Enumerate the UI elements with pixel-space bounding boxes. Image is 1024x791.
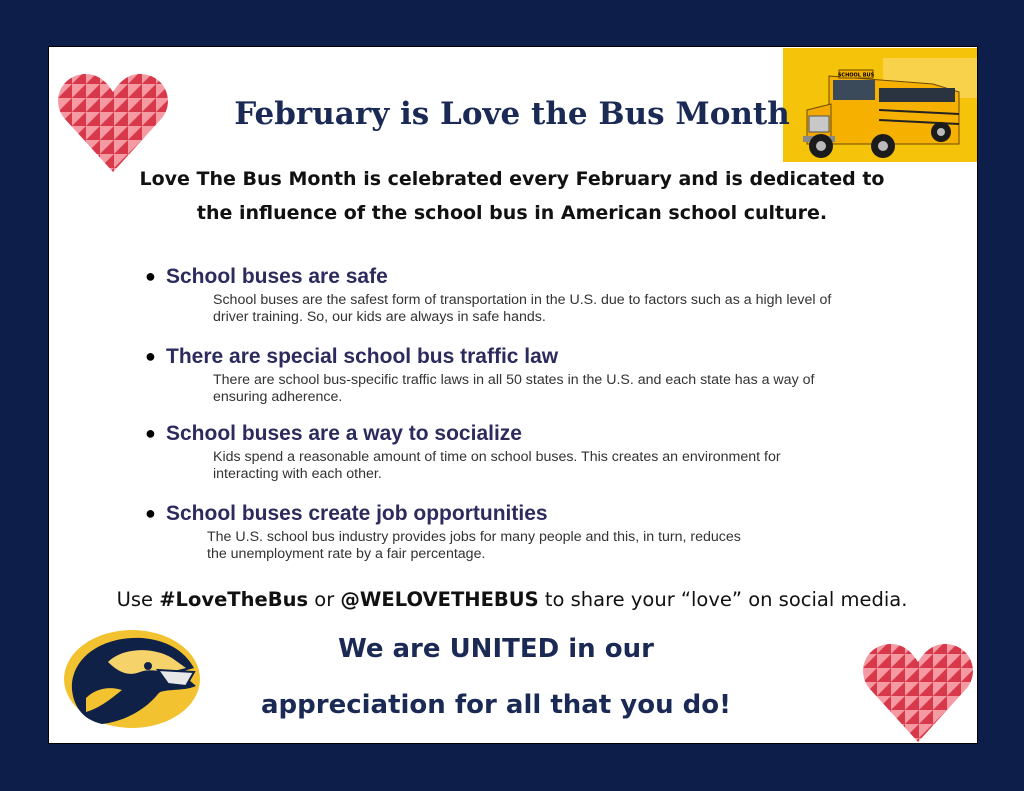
- list-item: [145, 344, 905, 406]
- item-heading: School buses are safe: [166, 265, 388, 288]
- share-text: or: [308, 588, 341, 611]
- item-description: [213, 372, 905, 406]
- item-heading: School buses create job opportunities: [166, 502, 548, 525]
- intro-text: [0, 162, 1024, 230]
- social-share-text: [0, 588, 1024, 611]
- list-item: [145, 421, 905, 483]
- share-text: Use: [116, 588, 160, 611]
- list-item: [145, 501, 905, 563]
- bus-sign: SCHOOL BUS: [837, 72, 875, 79]
- desc-line: the unemployment rate by a fair percentage.: [207, 546, 486, 562]
- item-description: [213, 292, 905, 326]
- item-description: [213, 449, 905, 483]
- closing-line: We are UNITED in our: [338, 634, 654, 664]
- list-item: [145, 264, 905, 326]
- desc-line: interacting with each other.: [213, 466, 382, 482]
- item-heading: School buses are a way to socialize: [166, 422, 522, 445]
- closing-line: appreciation for all that you do!: [261, 690, 731, 720]
- desc-line: Kids spend a reasonable amount of time on school buses. This creates an environment for: [213, 449, 781, 465]
- page-title: February is Love the Bus Month: [234, 96, 790, 132]
- item-description: [207, 529, 905, 563]
- desc-line: There are school bus-specific traffic laws in all 50 states in the U.S. and each state has a way of: [213, 372, 815, 388]
- intro-line: Love The Bus Month is celebrated every February and is dedicated to: [139, 168, 885, 190]
- social-handle: @WELOVETHEBUS: [340, 588, 539, 611]
- hashtag: #LoveTheBus: [159, 588, 309, 611]
- desc-line: ensuring adherence.: [213, 389, 343, 405]
- bullet-icon: ●: [145, 345, 156, 366]
- intro-line: the influence of the school bus in American school culture.: [196, 202, 828, 224]
- bullet-icon: ●: [145, 265, 156, 286]
- desc-line: School buses are the safest form of transportation in the U.S. due to factors such as a high level of: [213, 292, 832, 308]
- bullet-icon: ●: [145, 502, 156, 523]
- desc-line: The U.S. school bus industry provides jobs for many people and this, in turn, reduces: [207, 529, 741, 545]
- share-text: to share your “love” on social media.: [538, 588, 908, 611]
- bullet-icon: ●: [145, 422, 156, 443]
- desc-line: driver training. So, our kids are always in safe hands.: [213, 309, 546, 325]
- item-heading: There are special school bus traffic law: [166, 345, 559, 368]
